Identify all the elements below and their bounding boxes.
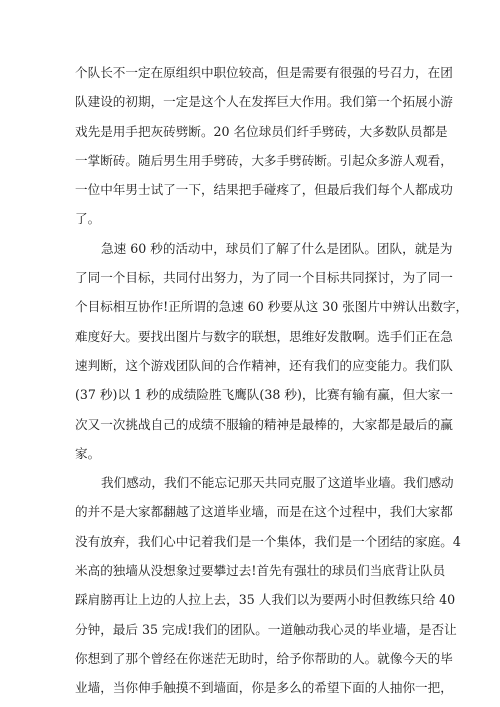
text-line: 一掌断砖。随后男生用手劈砖，大多手劈砖断。引起众多游人观看， [75,152,453,168]
document-body [75,58,469,703]
text-line: 没有放弃，我们心中记着我们是一个集体，我们是一个团结的家庭。4 [75,533,461,549]
text-line: 个队长不一定在原组织中职位较高，但是需要有很强的号召力，在团 [75,65,453,80]
text-line: 我们感动，我们不能忘记那天共同克服了这道毕业墙。我们感动 [101,475,454,491]
text-line: 次又一次挑战自己的成绩不服输的精神是最棒的，大家都是最后的赢 [75,416,453,432]
text-line: 业墙，当你伸手触摸不到墙面，你是多么的希望下面的人抽你一把， [75,680,453,696]
text-line: 家。 [75,445,101,461]
text-line: 你想到了那个曾经在你迷茫无助时，给予你帮助的人。就像今天的毕 [75,650,453,666]
text-line: 分钟，最后 35 完成!我们的团队。一道触动我心灵的毕业墙，是否让 [75,621,457,637]
paragraph [75,58,453,234]
text-line: 一位中年男士试了一下，结果把手碰疼了，但最后我们每个人都成功 [75,182,453,198]
text-line: 了同一个目标，共同付出努力，为了同一个目标共同探讨，为了同一 [75,270,453,286]
paragraph [75,234,469,468]
text-line: (37 秒)以 1 秒的成绩险胜飞鹰队(38 秒)，比赛有输有赢，但大家一 [75,387,453,403]
text-line: 戏先是用手把灰砖劈断。20 名位球员们纤手劈砖，大多数队员都是 [75,123,448,139]
text-line: 速判断，这个游戏团队间的合作精神，还有我们的应变能力。我们队 [75,357,453,373]
text-line: 难度好大。要找出图片与数字的联想，思维好发散啊。选手们正在急 [75,328,453,344]
text-line: 了。 [75,211,101,227]
text-line: 的并不是大家都翻越了这道毕业墙，而是在这个过程中，我们大家都 [75,504,453,520]
text-line: 米高的独墙从没想象过要攀过去!首先有强壮的球员们当底背让队员 [75,563,446,579]
text-line: 队建设的初期，一定是这个人在发挥巨大作用。我们第一个拓展小游 [75,94,453,110]
text-line: 个目标相互协作!正所谓的急速 60 秒要从这 30 张图片中辨认出数字， [75,299,469,315]
text-line: 踩肩膀再让上边的人拉上去，35 人我们以为要两小时但教练只给 40 [75,592,456,608]
text-line: 急速 60 秒的活动中，球员们了解了什么是团队。团队，就是为 [101,240,453,256]
paragraph [75,468,461,702]
